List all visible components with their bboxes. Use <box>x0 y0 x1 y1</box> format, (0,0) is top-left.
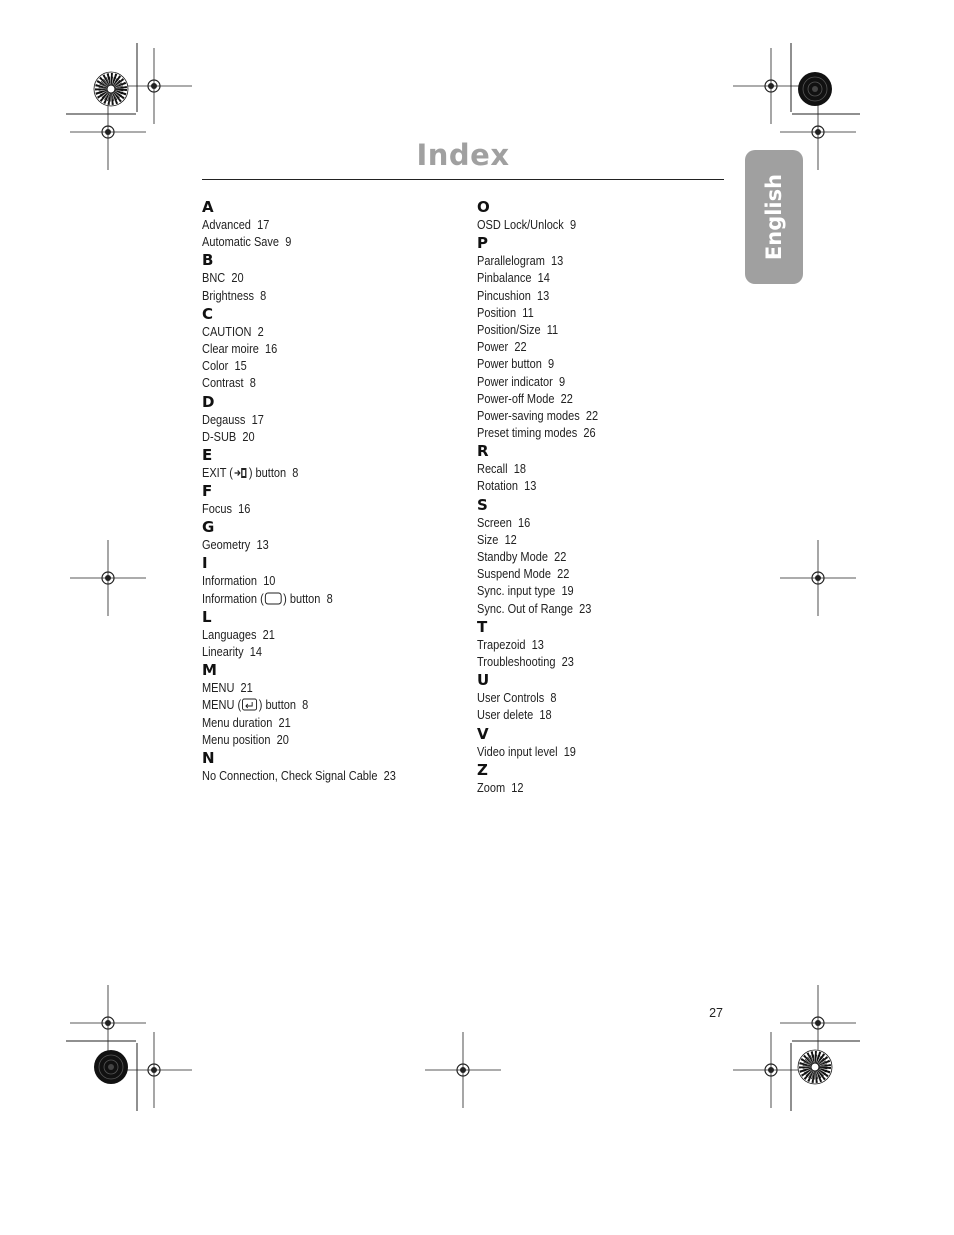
index-entry-page: 2 <box>257 324 264 339</box>
index-entry-power-saving-modes <box>477 408 706 425</box>
index-entry-position-size <box>477 322 706 339</box>
index-entry-advanced <box>202 217 431 234</box>
exit-icon <box>234 467 248 484</box>
index-letter-heading: F <box>202 482 213 501</box>
index-entry-page: 22 <box>557 567 570 582</box>
index-entry-term: Sync. Out of Range <box>477 601 574 616</box>
index-entry-exit <box>202 465 431 482</box>
index-entry-page: 26 <box>583 426 596 441</box>
index-entry-term: Power <box>477 340 509 355</box>
index-entry-color <box>202 358 431 375</box>
index-entry-page: 20 <box>276 732 289 747</box>
index-entry-page: 9 <box>558 374 566 389</box>
index-entry-term: Brightness <box>202 288 254 303</box>
index-letter-heading: L <box>202 607 212 626</box>
index-entry-languages <box>202 627 431 644</box>
page-title: Index <box>416 138 510 172</box>
index-entry-page: 20 <box>242 429 255 444</box>
index-entry-page: 11 <box>522 305 534 320</box>
index-entry-information <box>202 573 431 590</box>
index-entry-automatic-save <box>202 234 431 251</box>
index-entry-term: Size <box>477 532 499 547</box>
index-entry-page: 18 <box>513 462 526 477</box>
index-letter-heading: D <box>202 392 215 411</box>
index-entry-menu <box>202 697 431 714</box>
index-entry-term: No Connection, Check Signal Cable <box>202 768 378 783</box>
index-entry-term: Languages <box>202 627 257 642</box>
index-entry-user-delete <box>477 707 706 724</box>
index-entry-term: D-SUB <box>202 429 237 444</box>
index-entry-suspend-mode <box>477 566 706 583</box>
index-entry-term: Clear moire <box>202 341 259 356</box>
index-entry-bnc <box>202 270 431 287</box>
index-entry-clear-moire <box>202 341 431 358</box>
index-entry-page: 23 <box>383 768 396 783</box>
index-letter-heading: T <box>477 617 488 636</box>
index-entry-power-indicator <box>477 374 706 391</box>
index-entry-pincushion <box>477 288 706 305</box>
index-entry-term: Linearity <box>202 645 244 659</box>
language-tab <box>745 150 803 284</box>
index-entry-page: 8 <box>326 591 333 606</box>
index-entry-page: 23 <box>561 654 574 669</box>
index-entry-term: Power button <box>477 357 542 372</box>
index-column-right <box>477 198 737 797</box>
index-entry-term: Preset timing modes <box>477 426 578 441</box>
language-tab-label: English <box>762 173 786 261</box>
index-entry-page: 16 <box>238 502 251 517</box>
index-entry-page: 19 <box>563 744 576 759</box>
index-entry-term: Power-saving modes <box>477 408 580 423</box>
index-entry-page: 12 <box>504 532 517 547</box>
index-entry-term: Menu position <box>202 732 271 747</box>
index-entry-page: 10 <box>263 574 276 589</box>
index-entry-page: 22 <box>560 391 573 406</box>
index-entry-page: 19 <box>561 584 574 599</box>
index-entry-term: Power indicator <box>477 374 553 389</box>
index-letter-heading: V <box>477 724 489 743</box>
index-entry-term: Recall <box>477 462 508 477</box>
index-entry-page: 17 <box>257 218 270 232</box>
index-entry-geometry <box>202 537 431 554</box>
index-entry-term-suffix: ) button <box>258 698 297 713</box>
index-entry-recall <box>477 461 706 478</box>
index-entry-page: 21 <box>262 627 275 642</box>
index-entry-power-off-mode <box>477 391 706 408</box>
index-letter-heading: E <box>202 445 213 464</box>
index-entry-position <box>477 305 706 322</box>
index-entry-term: Standby Mode <box>477 550 548 564</box>
index-entry-term-suffix: ) button <box>283 591 321 606</box>
index-entry-page: 18 <box>539 708 552 723</box>
index-entry-term: Rotation <box>477 479 518 494</box>
index-entry-pinbalance <box>477 270 706 287</box>
index-entry-term: OSD Lock/Unlock <box>477 218 564 232</box>
index-entry-term: EXIT ( <box>202 465 233 480</box>
index-entry-term-suffix: ) button <box>248 465 287 480</box>
index-entry-no-connection-check-signal-cable <box>202 768 431 785</box>
index-entry-page: 8 <box>302 698 309 713</box>
index-entry-page: 16 <box>265 341 278 356</box>
index-letter-heading: Z <box>477 760 488 779</box>
index-letter-heading: N <box>202 748 215 767</box>
index-entry-term: Contrast <box>202 376 244 391</box>
index-letter-heading: G <box>202 518 215 537</box>
index-entry-user-controls <box>477 690 706 707</box>
title-rule <box>202 179 724 180</box>
index-entry-term: Troubleshooting <box>477 654 556 669</box>
index-entry-term: Power-off Mode <box>477 391 555 406</box>
index-letter-heading: M <box>202 661 217 680</box>
index-entry-term: Color <box>202 359 229 374</box>
index-entry-page: 13 <box>536 288 550 303</box>
index-entry-page: 22 <box>514 340 527 355</box>
index-entry-sync-input-type <box>477 583 706 600</box>
index-entry-sync-out-of-range <box>477 601 706 618</box>
index-letter-heading: S <box>477 495 488 514</box>
index-entry-term: Advanced <box>202 218 251 232</box>
index-entry-term: Position/Size <box>477 322 541 337</box>
index-entry-term: Trapezoid <box>477 637 526 652</box>
index-entry-page: 16 <box>518 515 531 530</box>
index-entry-term: Parallelogram <box>477 254 545 269</box>
index-entry-page: 8 <box>550 691 557 706</box>
index-entry-page: 21 <box>278 715 291 730</box>
index-entry-zoom <box>477 780 706 797</box>
index-entry-d-sub <box>202 429 431 446</box>
index-entry-power-button <box>477 356 706 373</box>
index-entry-focus <box>202 501 431 518</box>
index-entry-standby-mode <box>477 549 706 566</box>
index-entry-page: 14 <box>249 645 262 659</box>
index-entry-term: Zoom <box>477 780 506 795</box>
index-entry-menu-position <box>202 732 431 749</box>
index-entry-page: 13 <box>551 254 564 269</box>
index-entry-page: 17 <box>251 412 264 427</box>
index-entry-trapezoid <box>477 637 706 654</box>
page-number: 27 <box>709 1006 723 1020</box>
index-entry-linearity <box>202 644 431 661</box>
index-entry-menu-duration <box>202 715 431 732</box>
index-entry-information <box>202 591 431 608</box>
index-entry-term: User delete <box>477 708 534 723</box>
index-entry-term: User Controls <box>477 691 545 706</box>
information-icon <box>265 592 283 610</box>
index-entry-page: 11 <box>546 322 559 337</box>
index-entry-page: 22 <box>554 550 567 564</box>
index-entry-rotation <box>477 478 706 495</box>
index-letter-heading: P <box>477 234 488 253</box>
index-entry-term: Information ( <box>202 591 264 606</box>
index-entry-term: Sync. input type <box>477 584 556 599</box>
index-entry-preset-timing-modes <box>477 425 706 442</box>
index-entry-page: 13 <box>256 538 269 553</box>
index-entry-term: CAUTION <box>202 324 252 339</box>
index-entry-size <box>477 532 706 549</box>
index-entry-term: Information <box>202 574 258 589</box>
index-entry-term: Pincushion <box>477 288 531 303</box>
index-entry-page: 21 <box>240 681 253 696</box>
index-entry-contrast <box>202 375 431 392</box>
index-entry-page: 9 <box>547 357 555 372</box>
index-entry-osd-lock-unlock <box>477 217 706 234</box>
index-letter-heading: O <box>477 198 490 216</box>
index-entry-power <box>477 339 706 356</box>
index-entry-page: 9 <box>569 218 577 232</box>
index-letter-heading: A <box>202 198 214 216</box>
index-letter-heading: B <box>202 251 214 270</box>
index-letter-heading: C <box>202 304 214 323</box>
index-entry-troubleshooting <box>477 654 706 671</box>
index-letter-heading: U <box>477 671 490 690</box>
index-letter-heading: I <box>202 554 208 573</box>
index-entry-term: Suspend Mode <box>477 567 552 582</box>
index-entry-term: BNC <box>202 271 226 286</box>
index-entry-term: MENU ( <box>202 698 242 713</box>
index-entry-page: 15 <box>234 359 247 374</box>
index-entry-screen <box>477 515 706 532</box>
index-entry-brightness <box>202 288 431 305</box>
index-entry-parallelogram <box>477 253 706 270</box>
index-letter-heading: R <box>477 442 489 461</box>
index-entry-term: MENU <box>202 681 235 696</box>
index-entry-term: Pinbalance <box>477 271 532 286</box>
index-entry-page: 8 <box>249 376 256 391</box>
index-column-left <box>202 198 462 785</box>
index-entry-term: Geometry <box>202 538 251 553</box>
index-entry-term: Menu duration <box>202 715 273 730</box>
index-entry-term: Video input level <box>477 744 558 759</box>
index-entry-page: 13 <box>531 637 544 652</box>
index-entry-page: 14 <box>537 271 550 286</box>
index-entry-page: 8 <box>260 288 267 303</box>
index-entry-menu <box>202 680 431 697</box>
index-entry-page: 22 <box>585 408 599 423</box>
index-entry-caution <box>202 324 431 341</box>
index-entry-degauss <box>202 412 431 429</box>
index-entry-page: 13 <box>524 479 537 494</box>
index-entry-page: 8 <box>292 465 299 480</box>
index-entry-page: 23 <box>579 601 592 616</box>
index-entry-page: 20 <box>231 271 244 286</box>
index-entry-page: 9 <box>285 235 292 250</box>
index-entry-term: Degauss <box>202 412 246 427</box>
index-entry-page: 12 <box>511 780 524 795</box>
index-entry-video-input-level <box>477 744 706 761</box>
index-entry-term: Screen <box>477 515 512 530</box>
index-entry-term: Automatic Save <box>202 235 280 250</box>
index-entry-term: Focus <box>202 502 232 517</box>
index-entry-term: Position <box>477 305 517 320</box>
